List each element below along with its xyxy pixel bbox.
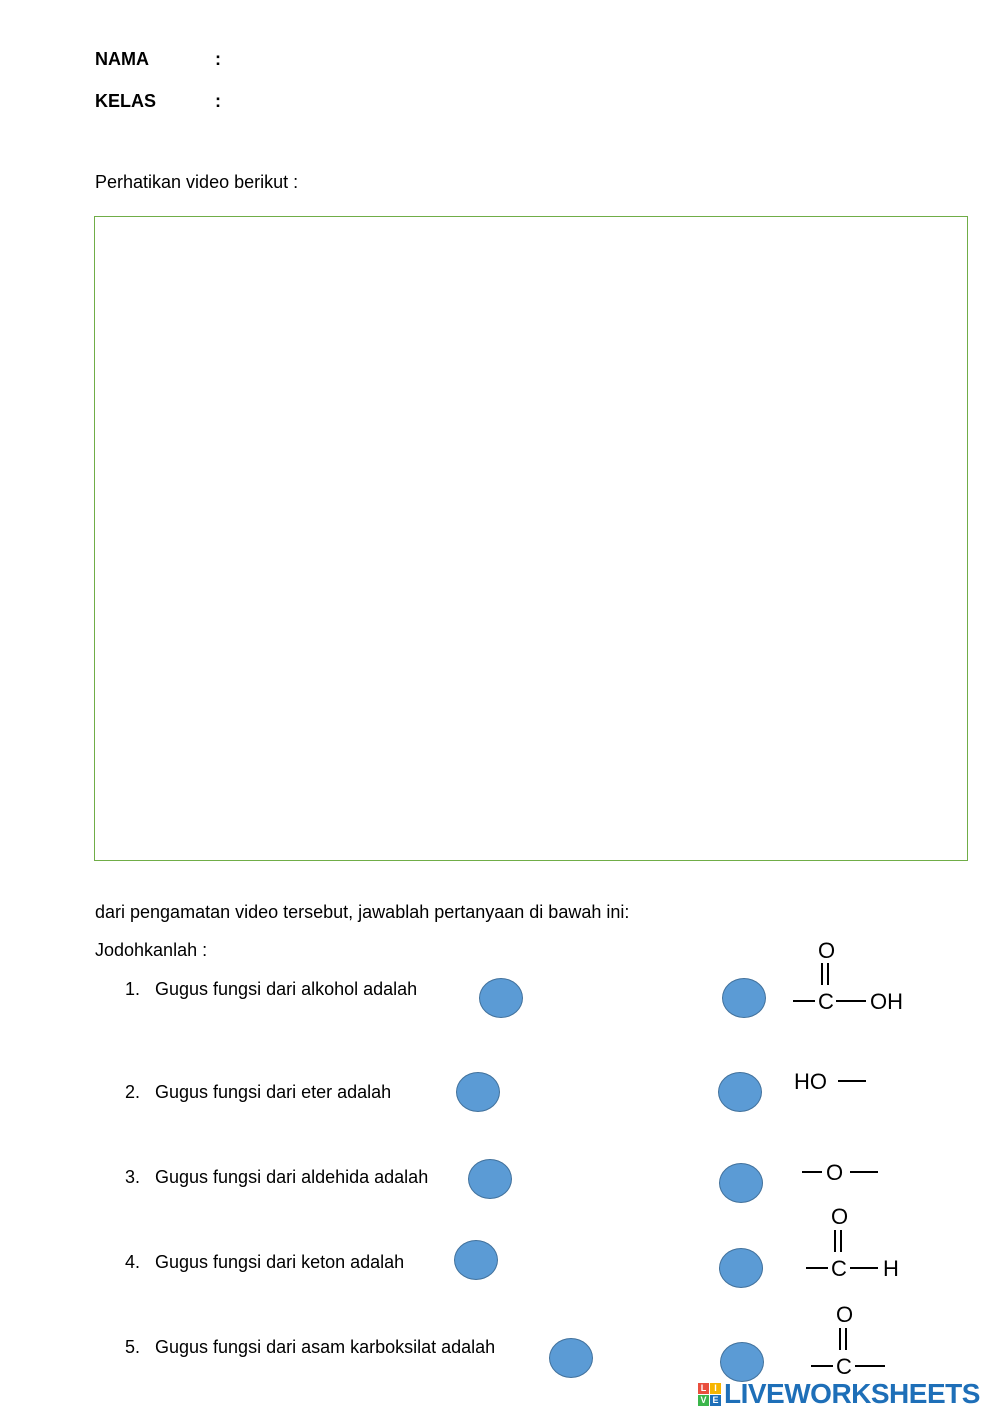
answer-2-label: HO [794, 1069, 827, 1094]
question-1-connector[interactable] [479, 978, 523, 1018]
answer-1-center-atom: C [818, 989, 834, 1014]
answer-1-right-group: OH [870, 989, 903, 1014]
answer-5-top-atom: O [836, 1302, 854, 1327]
answer-3-center-atom: O [826, 1160, 844, 1185]
logo-badge-letter-v: V [698, 1395, 709, 1406]
question-1-number: 1. [125, 979, 141, 999]
question-3-number: 3. [125, 1167, 141, 1187]
logo-badge-letter-e: E [710, 1395, 721, 1406]
question-2-text: Gugus fungsi dari eter adalah [155, 1082, 392, 1102]
question-5-number: 5. [125, 1337, 141, 1357]
ether-structure [796, 1156, 888, 1190]
answer-4-connector[interactable] [719, 1248, 763, 1288]
question-2-connector[interactable] [456, 1072, 500, 1112]
name-colon: : [215, 49, 221, 69]
class-colon: : [215, 91, 221, 111]
question-2-number: 2. [125, 1082, 141, 1102]
question-3-connector[interactable] [468, 1159, 512, 1199]
intro-text: Perhatikan video berikut : [95, 172, 299, 192]
video-frame[interactable] [94, 216, 968, 861]
question-4-text: Gugus fungsi dari keton adalah [155, 1252, 405, 1272]
ketone-structure [805, 1300, 905, 1376]
logo-badge-letter-l: L [698, 1383, 709, 1394]
logo-badge [698, 1383, 721, 1406]
hydroxyl-structure [792, 1064, 882, 1098]
instruction-text: dari pengamatan video tersebut, jawablah pertanyaan di bawah ini: [95, 902, 630, 922]
answer-3-connector[interactable] [719, 1163, 763, 1203]
name-label: NAMA [95, 49, 149, 69]
question-5-connector[interactable] [549, 1338, 593, 1378]
carboxyl-structure [790, 936, 920, 1016]
answer-4-right-atom: H [883, 1256, 899, 1281]
logo-text: LIVEWORKSHEETS [724, 1378, 980, 1409]
logo-badge-letter-i: I [710, 1383, 721, 1394]
answer-2-connector[interactable] [718, 1072, 762, 1112]
question-4-connector[interactable] [454, 1240, 498, 1280]
answer-4-top-atom: O [831, 1204, 849, 1229]
question-4-number: 4. [125, 1252, 141, 1272]
question-3-text: Gugus fungsi dari aldehida adalah [155, 1167, 429, 1187]
liveworksheets-logo [698, 1376, 980, 1412]
class-label: KELAS [95, 91, 157, 111]
question-5-text: Gugus fungsi dari asam karboksilat adalah [155, 1337, 496, 1357]
answer-4-center-atom: C [831, 1256, 847, 1281]
match-title: Jodohkanlah : [95, 940, 208, 960]
answer-1-top-atom: O [818, 938, 836, 963]
question-1-text: Gugus fungsi dari alkohol adalah [155, 979, 418, 999]
aldehyde-structure [800, 1202, 910, 1282]
answer-5-center-atom: C [836, 1354, 852, 1376]
answer-1-connector[interactable] [722, 978, 766, 1018]
